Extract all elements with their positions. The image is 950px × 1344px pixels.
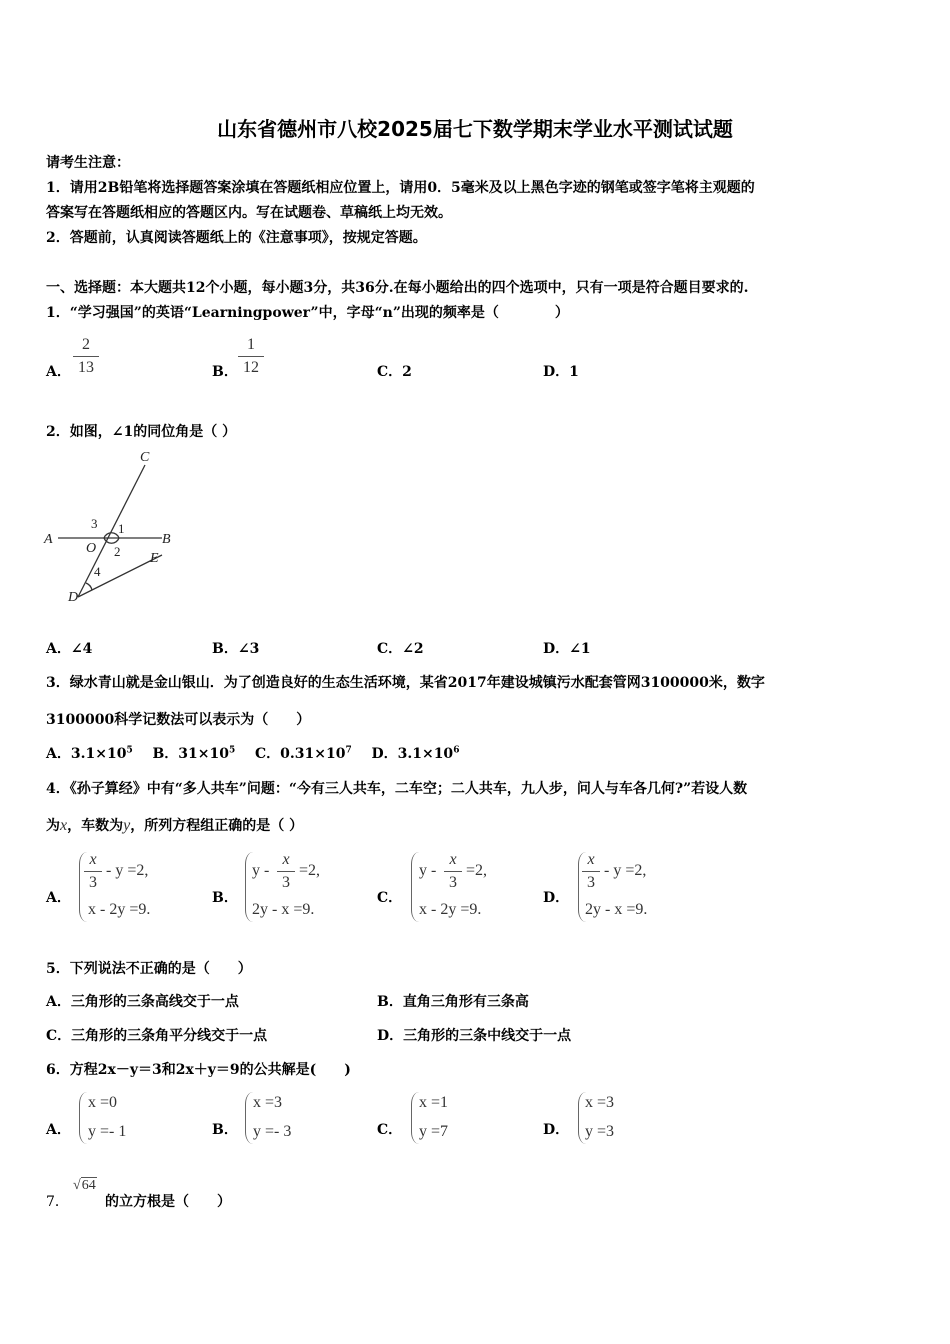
- angle-number-3: 3: [91, 516, 98, 531]
- q4-b-frac-num: x: [282, 851, 290, 868]
- q7-radical: [73, 1178, 97, 1194]
- q4-c-eq2: x - 2y =9.: [419, 901, 482, 918]
- q3-option-b-exponent: 5: [228, 745, 236, 756]
- q6-option-c-label: C．: [377, 1122, 403, 1138]
- q6-a-eq2: y =- 1: [88, 1123, 127, 1140]
- angle-number-2: 2: [114, 544, 121, 559]
- q2-stem: 2．如图，∠1的同位角是（ ）: [46, 424, 237, 440]
- angle-number-4: 4: [94, 564, 101, 579]
- q3-option-a: A．3.1×10: [46, 746, 127, 762]
- q7-stem: 的立方根是（ ）: [105, 1194, 231, 1210]
- q6-a-eq1: x =0: [88, 1094, 118, 1111]
- q2-option-a: A．∠4: [46, 641, 93, 657]
- angle-number-1: 1: [118, 521, 125, 536]
- angle-arc-1: [104, 533, 119, 538]
- notice-line-1: 1．请用2B铅笔将选择题答案涂填在答题纸相应位置上，请用0．5毫米及以上黑色字迹的钢笔或签字笔将主观题的: [46, 180, 755, 196]
- q4-d-eq2: 2y - x =9.: [585, 901, 648, 918]
- label-d: D: [68, 590, 79, 605]
- q3-stem-line-1: 3．绿水青山就是金山银山．为了创造良好的生态生活环境，某省2017年建设城镇污水配套管网3100000米，数字: [46, 675, 765, 691]
- q4-option-d-label: D．: [543, 890, 570, 906]
- q6-option-d-label: D．: [543, 1122, 570, 1138]
- q3-options: [46, 743, 459, 763]
- q4-a-frac-num: x: [89, 851, 97, 868]
- q3-option-a-exponent: 5: [126, 745, 133, 756]
- q3-option-c: C．0.31×10: [255, 746, 346, 762]
- q3-option-c-exponent: 7: [345, 745, 352, 756]
- q4-var-y: y: [123, 817, 131, 834]
- q4-c-frac-num: x: [449, 851, 457, 868]
- q4-b-eq2: 2y - x =9.: [252, 901, 315, 918]
- angle-arc-4: [86, 583, 92, 590]
- q2-option-d: D．∠1: [543, 641, 591, 657]
- q3-option-d: D．3.1×10: [371, 746, 454, 762]
- q4-b-fraction: [277, 850, 295, 893]
- label-e: E: [150, 551, 159, 566]
- q5-stem: 5．下列说法不正确的是（ ）: [46, 961, 252, 977]
- notice-heading: 请考生注意：: [46, 155, 130, 171]
- q1-option-b-label: B．: [212, 364, 238, 380]
- label-c: C: [140, 450, 150, 465]
- q5-option-c: C．三角形的三条角平分线交于一点: [46, 1028, 268, 1044]
- q5-option-d: D．三角形的三条中线交于一点: [377, 1028, 572, 1044]
- q1-a-denominator: 13: [78, 359, 94, 376]
- q4-d-frac-den: 3: [587, 874, 595, 891]
- q1-option-a-fraction: [73, 335, 99, 378]
- q4-option-a-label: A．: [46, 890, 71, 906]
- q2-option-c: C．∠2: [377, 641, 424, 657]
- q4-stem-line-1: 4．《孙子算经》中有“多人共车”问题：“今有三人共车，二车空；二人共车，九人步，问人与车各几何?”若设人数: [46, 781, 748, 797]
- q6-option-b-label: B．: [212, 1122, 238, 1138]
- label-o: O: [86, 541, 97, 556]
- q4-a-frac-den: 3: [89, 874, 97, 891]
- q6-d-eq1: x =3: [585, 1094, 615, 1111]
- q6-option-a-label: A．: [46, 1122, 71, 1138]
- q4-b-eq1-tail: =2,: [299, 862, 321, 879]
- q7-radicand: 64: [81, 1178, 96, 1193]
- q4-d-frac-num: x: [587, 851, 595, 868]
- sqrt-icon: √: [73, 1178, 81, 1193]
- q3-option-d-exponent: 6: [453, 745, 460, 756]
- q1-stem: 1．“学习强国”的英语“Learningpower”中，字母“n”出现的频率是（ ）: [46, 305, 569, 321]
- label-b: B: [162, 532, 171, 547]
- q4-stem-part-2: ，车数为: [67, 818, 124, 834]
- q4-c-fraction: [444, 850, 462, 893]
- q6-c-eq2: y =7: [419, 1123, 449, 1140]
- q6-stem: 6．方程2x－y＝3和2x＋y＝9的公共解是( ): [46, 1062, 351, 1078]
- q4-d-fraction: [582, 850, 600, 893]
- page-title: 山东省德州市八校2025届七下数学期末学业水平测试试题: [217, 117, 733, 141]
- q4-option-c-label: C．: [377, 890, 403, 906]
- q4-c-frac-den: 3: [449, 874, 457, 891]
- q5-option-a: A．三角形的三条高线交于一点: [46, 994, 239, 1010]
- q4-a-fraction: [84, 850, 102, 893]
- notice-line-3: 2．答题前，认真阅读答题纸上的《注意事项》，按规定答题。: [46, 230, 427, 246]
- section-heading: 一、选择题：本大题共12个小题，每小题3分，共36分.在每小题给出的四个选项中，只有一项是符合题目要求的.: [46, 280, 749, 296]
- q4-a-eq1: - y =2,: [106, 862, 149, 879]
- q5-option-b: B．直角三角形有三条高: [377, 994, 529, 1010]
- q2-option-b: B．∠3: [212, 641, 260, 657]
- q1-option-b-fraction: [238, 335, 264, 378]
- q4-b-frac-den: 3: [282, 874, 290, 891]
- q4-stem-part-1: 为: [46, 818, 60, 834]
- q4-c-eq1-head: y -: [419, 862, 437, 879]
- q2-geometry-figure: [40, 445, 190, 610]
- q3-stem-line-2: 3100000科学记数法可以表示为（ ）: [46, 712, 311, 728]
- q4-d-eq1: - y =2,: [604, 862, 647, 879]
- q6-a-brace: [79, 1092, 88, 1144]
- q6-b-eq1: x =3: [253, 1094, 283, 1111]
- q1-b-denominator: 12: [243, 359, 259, 376]
- q4-option-b-label: B．: [212, 890, 238, 906]
- q1-option-c: C．2: [377, 364, 412, 380]
- q4-a-eq2: x - 2y =9.: [88, 901, 151, 918]
- q3-option-b: B．31×10: [152, 746, 229, 762]
- q4-var-x: x: [60, 817, 68, 834]
- q6-b-eq2: y =- 3: [253, 1123, 292, 1140]
- q1-b-numerator: 1: [247, 336, 255, 353]
- q6-c-eq1: x =1: [419, 1094, 449, 1111]
- q1-option-d: D．1: [543, 364, 579, 380]
- notice-line-2: 答案写在答题纸相应的答题区内。写在试题卷、草稿纸上均无效。: [46, 205, 452, 221]
- q1-option-a-label: A．: [46, 364, 71, 380]
- q4-stem-part-3: ，所列方程组正确的是（ ）: [130, 818, 304, 834]
- label-a: A: [44, 532, 53, 547]
- q4-b-eq1-head: y -: [252, 862, 270, 879]
- q6-d-eq2: y =3: [585, 1123, 615, 1140]
- q1-a-numerator: 2: [82, 336, 90, 353]
- q7-number: 7．: [46, 1194, 69, 1210]
- q4-c-eq1-tail: =2,: [466, 862, 488, 879]
- q4-stem-line-2: [46, 815, 303, 835]
- line-cd: [78, 465, 145, 597]
